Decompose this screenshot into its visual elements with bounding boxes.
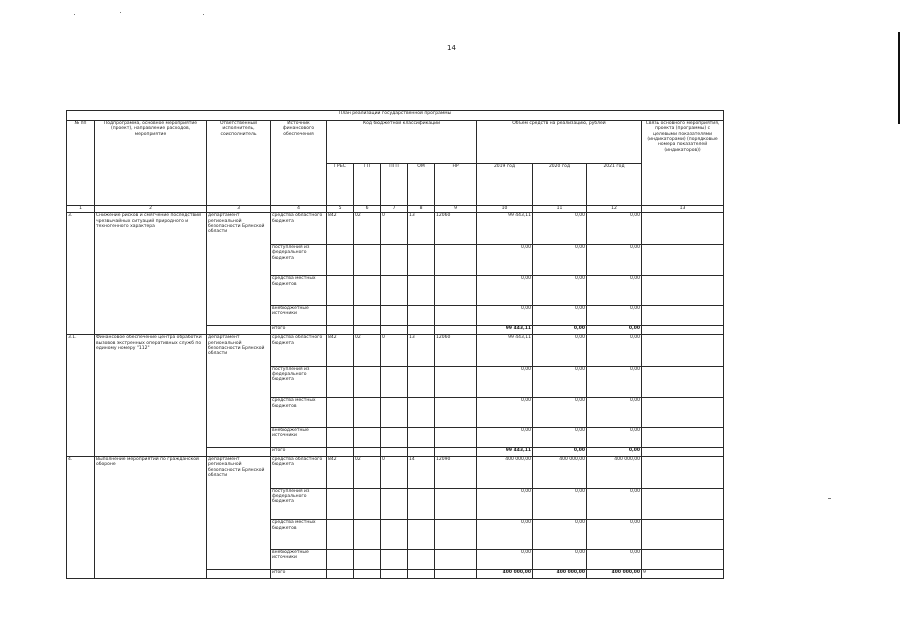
amount-2021: 0,00 xyxy=(587,448,642,457)
row-number: 4. xyxy=(67,457,95,579)
scan-speck xyxy=(120,12,121,13)
executor-empty xyxy=(207,326,271,335)
indicator-link-empty xyxy=(642,549,724,570)
column-number: 7 xyxy=(381,205,408,213)
indicator-link xyxy=(642,448,724,457)
code-empty xyxy=(435,305,477,326)
code-pgp: 0 xyxy=(381,213,408,245)
code-grbs: 842 xyxy=(327,335,354,367)
code-empty xyxy=(381,570,408,579)
code-empty xyxy=(435,326,477,335)
amount-2019: 400 000,00 xyxy=(477,570,533,579)
funding-source: поступления из федерального бюджета xyxy=(271,366,327,398)
code-empty xyxy=(435,549,477,570)
amount-2020: 400 000,00 xyxy=(533,457,587,489)
indicator-link-empty xyxy=(642,488,724,520)
table-row xyxy=(67,213,724,245)
executor: департамент региональной безопасности Брянской области xyxy=(207,213,271,326)
header-source: Источник финансового обеспечения xyxy=(271,120,327,205)
code-empty xyxy=(408,244,435,276)
header-2019: 2019 год xyxy=(477,164,533,205)
code-empty xyxy=(435,276,477,305)
amount-2019: 0,00 xyxy=(477,398,533,427)
code-empty xyxy=(354,549,381,570)
column-number: 8 xyxy=(408,205,435,213)
header-executor: Ответственный исполнитель, соисполнитель xyxy=(207,120,271,205)
code-empty xyxy=(381,326,408,335)
code-empty xyxy=(327,520,354,549)
code-empty xyxy=(408,549,435,570)
header-nr: НР xyxy=(435,164,477,205)
row-number: 3. xyxy=(67,213,95,335)
code-empty xyxy=(354,398,381,427)
code-om: 13 xyxy=(408,213,435,245)
indicator-link-empty xyxy=(642,305,724,326)
amount-2021: 0,00 xyxy=(587,427,642,448)
indicator-link-empty xyxy=(642,520,724,549)
funding-source: внебюджетные источники xyxy=(271,549,327,570)
executor-empty xyxy=(207,448,271,457)
funding-source: итого xyxy=(271,570,327,579)
code-empty xyxy=(435,448,477,457)
header-volume: Объём средств на реализацию, рублей xyxy=(477,120,642,164)
amount-2020: 0,00 xyxy=(533,398,587,427)
code-empty xyxy=(327,398,354,427)
program-plan-sheet xyxy=(66,110,723,579)
code-nr: 12060 xyxy=(435,213,477,245)
amount-2019: 99 443,11 xyxy=(477,213,533,245)
column-number: 13 xyxy=(642,205,724,213)
amount-2019: 0,00 xyxy=(477,520,533,549)
code-gp: 02 xyxy=(354,457,381,489)
code-empty xyxy=(435,488,477,520)
amount-2021: 0,00 xyxy=(587,276,642,305)
amount-2020: 0,00 xyxy=(533,305,587,326)
column-number: 5 xyxy=(327,205,354,213)
executor-empty xyxy=(207,570,271,579)
column-number: 1 xyxy=(67,205,95,213)
code-empty xyxy=(354,488,381,520)
column-number: 11 xyxy=(533,205,587,213)
funding-source: средства областного бюджета xyxy=(271,457,327,489)
code-empty xyxy=(381,244,408,276)
indicator-link-empty xyxy=(642,213,724,245)
code-empty xyxy=(354,366,381,398)
code-empty xyxy=(327,366,354,398)
code-empty xyxy=(381,520,408,549)
code-gp: 02 xyxy=(354,335,381,367)
amount-2019: 0,00 xyxy=(477,305,533,326)
code-empty xyxy=(327,276,354,305)
header-program: Подпрограмма, основное мероприятие (проект), направление расходов, мероприятие xyxy=(95,120,207,205)
code-empty xyxy=(408,427,435,448)
indicator-link-empty xyxy=(642,276,724,305)
code-empty xyxy=(354,326,381,335)
code-empty xyxy=(354,427,381,448)
code-empty xyxy=(408,366,435,398)
code-empty xyxy=(354,448,381,457)
amount-2019: 99 443,11 xyxy=(477,326,533,335)
code-empty xyxy=(408,570,435,579)
scan-speck xyxy=(74,14,75,15)
code-om: 13 xyxy=(408,335,435,367)
code-empty xyxy=(327,549,354,570)
amount-2019: 0,00 xyxy=(477,427,533,448)
code-grbs: 842 xyxy=(327,457,354,489)
amount-2021: 0,00 xyxy=(587,335,642,367)
code-nr: 12090 xyxy=(435,457,477,489)
header-pgp: ПГП xyxy=(381,164,408,205)
code-empty xyxy=(381,549,408,570)
amount-2019: 0,00 xyxy=(477,549,533,570)
code-empty xyxy=(354,520,381,549)
code-empty xyxy=(381,488,408,520)
code-empty xyxy=(381,305,408,326)
header-2020: 2020 год xyxy=(533,164,587,205)
funding-source: внебюджетные источники xyxy=(271,427,327,448)
funding-source: итого xyxy=(271,448,327,457)
scan-edge-mark xyxy=(898,32,900,124)
amount-2020: 0,00 xyxy=(533,326,587,335)
amount-2021: 0,00 xyxy=(587,366,642,398)
page-number: 14 xyxy=(447,44,456,52)
amount-2021: 400 000,00 xyxy=(587,457,642,489)
code-empty xyxy=(354,305,381,326)
amount-2021: 0,00 xyxy=(587,326,642,335)
header-budget-code: Код бюджетной классификации xyxy=(327,120,477,164)
amount-2020: 400 000,00 xyxy=(533,570,587,579)
amount-2021: 400 000,00 xyxy=(587,570,642,579)
code-empty xyxy=(327,448,354,457)
amount-2019: 0,00 xyxy=(477,488,533,520)
program-plan-table xyxy=(66,110,724,579)
column-number: 10 xyxy=(477,205,533,213)
code-empty xyxy=(435,244,477,276)
indicator-link: 9 xyxy=(642,570,724,579)
code-nr: 12060 xyxy=(435,335,477,367)
amount-2020: 0,00 xyxy=(533,276,587,305)
code-empty xyxy=(381,448,408,457)
amount-2019: 99 443,11 xyxy=(477,335,533,367)
amount-2020: 0,00 xyxy=(533,448,587,457)
amount-2020: 0,00 xyxy=(533,427,587,448)
funding-source: средства областного бюджета xyxy=(271,213,327,245)
code-empty xyxy=(435,366,477,398)
code-empty xyxy=(327,570,354,579)
column-number: 4 xyxy=(271,205,327,213)
column-number: 9 xyxy=(435,205,477,213)
amount-2021: 0,00 xyxy=(587,244,642,276)
funding-source: итого xyxy=(271,326,327,335)
amount-2019: 0,00 xyxy=(477,366,533,398)
code-empty xyxy=(381,398,408,427)
header-grbs: ГРБС xyxy=(327,164,354,205)
scan-speck xyxy=(203,14,204,15)
activity-name: Снижение рисков и смягчение последствий чрезвычайных ситуаций природного и техногенного характера xyxy=(95,213,207,335)
amount-2019: 0,00 xyxy=(477,276,533,305)
funding-source: поступления из федерального бюджета xyxy=(271,488,327,520)
funding-source: средства местных бюджетов xyxy=(271,276,327,305)
funding-source: средства местных бюджетов xyxy=(271,398,327,427)
code-empty xyxy=(354,276,381,305)
amount-2020: 0,00 xyxy=(533,244,587,276)
activity-name: Выполнение мероприятий по гражданской обороне xyxy=(95,457,207,579)
code-empty xyxy=(435,398,477,427)
code-om: 14 xyxy=(408,457,435,489)
amount-2021: 0,00 xyxy=(587,213,642,245)
code-empty xyxy=(381,276,408,305)
scan-speck xyxy=(828,498,831,499)
amount-2020: 0,00 xyxy=(533,549,587,570)
header-om: ОМ xyxy=(408,164,435,205)
code-empty xyxy=(327,488,354,520)
code-empty xyxy=(408,326,435,335)
code-empty xyxy=(354,244,381,276)
code-empty xyxy=(408,520,435,549)
amount-2020: 0,00 xyxy=(533,213,587,245)
indicator-link xyxy=(642,326,724,335)
code-empty xyxy=(408,488,435,520)
amount-2019: 0,00 xyxy=(477,244,533,276)
funding-source: поступления из федерального бюджета xyxy=(271,244,327,276)
executor: департамент региональной безопасности Брянской области xyxy=(207,335,271,448)
indicator-link-empty xyxy=(642,457,724,489)
code-pgp: 0 xyxy=(381,335,408,367)
funding-source: средства областного бюджета xyxy=(271,335,327,367)
amount-2019: 400 000,00 xyxy=(477,457,533,489)
executor: департамент региональной безопасности Брянской области xyxy=(207,457,271,570)
row-number: 3.1. xyxy=(67,335,95,457)
indicator-link-empty xyxy=(642,244,724,276)
amount-2021: 0,00 xyxy=(587,488,642,520)
code-empty xyxy=(408,305,435,326)
code-empty xyxy=(354,570,381,579)
column-number: 6 xyxy=(354,205,381,213)
code-empty xyxy=(435,570,477,579)
amount-2021: 0,00 xyxy=(587,398,642,427)
indicator-link-empty xyxy=(642,427,724,448)
indicator-link-empty xyxy=(642,398,724,427)
header-num: № пп xyxy=(67,120,95,205)
code-empty xyxy=(408,276,435,305)
amount-2021: 0,00 xyxy=(587,549,642,570)
code-empty xyxy=(327,427,354,448)
table-row xyxy=(67,457,724,489)
amount-2021: 0,00 xyxy=(587,305,642,326)
code-gp: 02 xyxy=(354,213,381,245)
header-gp: ГП xyxy=(354,164,381,205)
funding-source: средства местных бюджетов xyxy=(271,520,327,549)
code-empty xyxy=(435,427,477,448)
amount-2020: 0,00 xyxy=(533,335,587,367)
column-number: 3 xyxy=(207,205,271,213)
code-empty xyxy=(435,520,477,549)
indicator-link-empty xyxy=(642,366,724,398)
code-empty xyxy=(381,427,408,448)
funding-source: внебюджетные источники xyxy=(271,305,327,326)
amount-2020: 0,00 xyxy=(533,520,587,549)
column-number: 2 xyxy=(95,205,207,213)
amount-2021: 0,00 xyxy=(587,520,642,549)
indicator-link-empty xyxy=(642,335,724,367)
code-pgp: 0 xyxy=(381,457,408,489)
amount-2019: 99 443,11 xyxy=(477,448,533,457)
table-row xyxy=(67,335,724,367)
table-title: План реализации государственной программы xyxy=(67,111,724,121)
activity-name: Финансовое обеспечение центра обработки вызовов экстренных оперативных служб по единому номеру "112" xyxy=(95,335,207,457)
code-empty xyxy=(381,366,408,398)
code-grbs: 842 xyxy=(327,213,354,245)
header-link: Связь основного мероприятия, проекта (программы) с целевыми показателями (индикаторами) (порядковые номера показателей (индикаторов)) xyxy=(642,120,724,205)
code-empty xyxy=(327,305,354,326)
code-empty xyxy=(408,448,435,457)
header-2021: 2021 год xyxy=(587,164,642,205)
column-number: 12 xyxy=(587,205,642,213)
code-empty xyxy=(408,398,435,427)
code-empty xyxy=(327,326,354,335)
code-empty xyxy=(327,244,354,276)
amount-2020: 0,00 xyxy=(533,366,587,398)
amount-2020: 0,00 xyxy=(533,488,587,520)
